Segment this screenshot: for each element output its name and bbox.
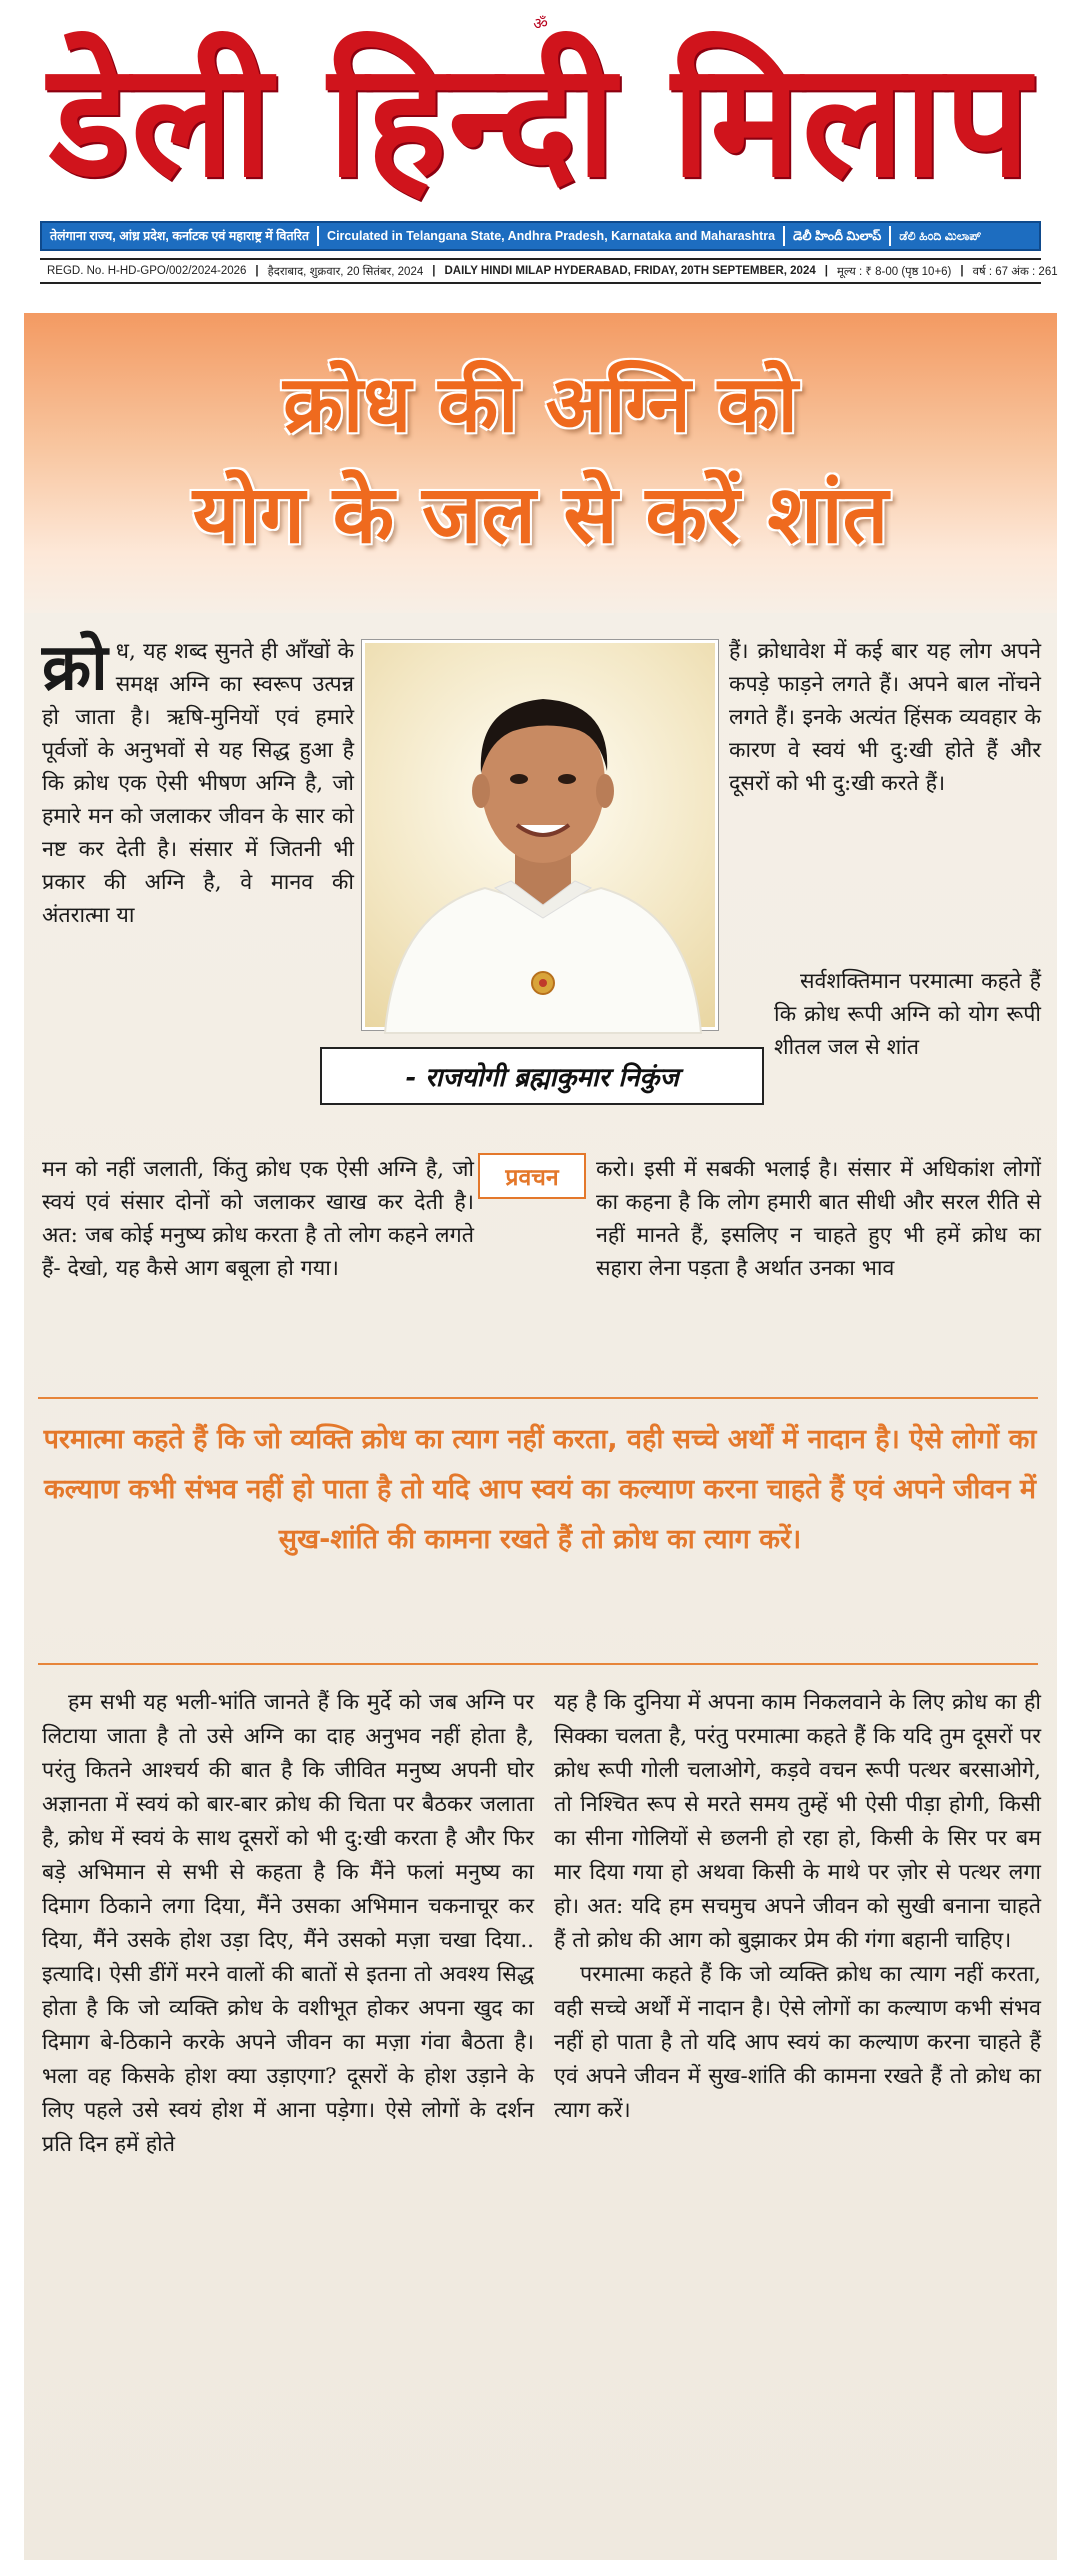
issue-number: वर्ष : 67 अंक : 261 bbox=[972, 265, 1058, 278]
circulation-bar bbox=[40, 221, 1041, 251]
pull-quote: परमात्मा कहते हैं कि जो व्यक्ति क्रोध का त्याग नहीं करता, वही सच्चे अर्थों में नादान है। ऐसे लोगों का कल्याण कभी संभव नहीं हो पाता है तो यदि आप स्वयं का कल्याण करना चाहते हैं एवं अपने जीवन में सुख-शांति की कामना रखते हैं तो क्रोध का त्याग करें। bbox=[43, 1424, 1037, 1555]
circulation-english: Circulated in Telangana State, Andhra Pradesh, Karnataka and Maharashtra bbox=[319, 226, 785, 246]
newspaper-title: डेली हिन्दी मिलाप bbox=[49, 29, 1032, 213]
author-photo bbox=[362, 640, 718, 1030]
masthead bbox=[0, 0, 1081, 300]
dateline: REGD. No. H-HD-GPO/002/2024-2026 | हैदराबाद, शुक्रवार, 20 सितंबर, 2024 | DAILY HINDI MILAP HYDERABAD, FRIDAY, 20TH SEPTEMBER, 2024 | मूल्य : ₹ 8-00 (पृष्ठ 10+6) | वर्ष : 67 अंक : 261 bbox=[40, 258, 1041, 284]
left-column-bottom: मन को नहीं जलाती, किंतु क्रोध एक ऐसी अग्नि है, जो स्वयं एवं संसार दोनों को जलाकर खाख कर देती है। अत: जब कोई मनुष्य क्रोध करता है तो लोग कहने लगते हैं- देखो, यह कैसे आग बबूला हो गया। bbox=[42, 1157, 474, 1281]
date-english: DAILY HINDI MILAP HYDERABAD, FRIDAY, 20TH SEPTEMBER, 2024 bbox=[444, 265, 816, 277]
lower-right-column bbox=[554, 1686, 1041, 2128]
drop-cap: क्रो bbox=[42, 631, 108, 705]
article bbox=[24, 313, 1057, 2560]
lower-left-column: हम सभी यह भली-भांति जानते हैं कि मुर्दे को जब अग्नि पर लिटाया जाता है तो उसे अग्नि का दाह अनुभव नहीं होता है, परंतु कितने आश्चर्य की बात है कि जीवित मनुष्य अपनी घोर अज्ञानता में स्वयं को बार-बार क्रोध की चिता पर बैठकर जलाता है, क्रोध में स्वयं के साथ दूसरों को भी दु:खी करता है और फिर बड़े अभिमान से सभी से कहता है कि मैंने फलां मनुष्य का दिमाग ठिकाने लगा दिया, मैंने उसका अभिमान चकनाचूर कर दिया, मैंने उसके होश उड़ा दिए, मैंने उसको मज़ा चखा दिया.. इत्यादि। ऐसी डींगें मरने वालों की बातों से इतना तो अवश्य सिद्ध होता है कि जो व्यक्ति क्रोध के वशीभूत होकर अपना खुद का दिमाग बे-ठिकाने करके अपने जीवन का मज़ा गंवा बैठता है। भला वह किसके होश क्या उड़ाएगा? दूसरों के होश उड़ाने के लिए पहले उसे स्वयं होश में आना पड़ेगा। ऐसे लोगों के दर्शन प्रति दिन हमें होते bbox=[42, 1690, 534, 2157]
left-column-top bbox=[42, 631, 354, 932]
pravachan-tag: प्रवचन bbox=[478, 1153, 586, 1199]
right-column-mid: सर्वशक्तिमान परमात्मा कहते हैं कि क्रोध रूपी अग्नि को योग रूपी शीतल जल से शांत bbox=[774, 969, 1041, 1060]
portrait-illustration bbox=[365, 643, 721, 1033]
regd-number: REGD. No. H-HD-GPO/002/2024-2026 bbox=[47, 265, 247, 277]
left-column-top-text: ध, यह शब्द सुनते ही आँखों के समक्ष अग्नि का स्वरूप उत्पन्न हो जाता है। ऋषि-मुनियों एवं हमारे पूर्वजों के अनुभवों से यह सिद्ध हुआ है कि क्रोध एक ऐसी भीषण अग्नि है, जो हमारे मन को जलाकर जीवन के सार को नष्ट कर देती है। संसार में जितनी भी प्रकार की अग्नि है, वे मानव की अंतरात्मा या bbox=[42, 639, 354, 928]
lower-right-paragraph-1: यह है कि दुनिया में अपना काम निकलवाने के लिए क्रोध का ही सिक्का चलता है, परंतु परमात्मा कहते हैं कि यदि तुम दूसरों पर क्रोध रूपी गोली चलाओगे, कड़वे वचन रूपी पत्थर बरसाओगे, तो निश्चित रूप से मरते समय तुम्हें भी ऐसी पीड़ा होगी, किसी का सीना गोलियों से छलनी हो रहा हो, किसी के सिर पर बम मार दिया गया हो अथवा किसी के माथे पर ज़ोर से पत्थर लगा हो। अत: यदि हम सचमुच अपने जीवन को सुखी बनाना चाहते हैं तो क्रोध की आग को बुझाकर प्रेम की गंगा बहानी चाहिए। bbox=[554, 1690, 1041, 1953]
om-symbol: ॐ bbox=[533, 14, 548, 33]
right-column-bottom: करो। इसी में सबकी भलाई है। संसार में अधिकांश लोगों का कहना है कि लोग हमारी बात सीधी और सरल रीति से नहीं मानते हैं, इसलिए न चाहते हुए भी हमें क्रोध का सहारा लेना पड़ता है अर्थात उनका भाव bbox=[596, 1157, 1041, 1281]
pullquote-top-rule bbox=[38, 1397, 1038, 1399]
pullquote-bottom-rule bbox=[38, 1663, 1038, 1665]
circulation-kannada: ಡೆಲಿ ಹಿಂದಿ ಮಿಲಾಪ್ bbox=[899, 229, 982, 243]
price: मूल्य : ₹ 8-00 (पृष्ठ 10+6) bbox=[836, 265, 952, 278]
right-column-top: हैं। क्रोधावेश में कई बार यह लोग अपने कपड़े फाड़ने लगते हैं। अपने बाल नोंचने लगते हैं। इनके अत्यंत हिंसक व्यवहार के कारण वे स्वयं भी दु:खी होते हैं और दूसरों को भी दु:खी करते हैं। bbox=[729, 639, 1041, 796]
headline-line-1: क्रोध की अग्नि को bbox=[283, 360, 798, 450]
headline-line-2: योग के जल से करें शांत bbox=[192, 468, 889, 561]
lower-right-paragraph-2: परमात्मा कहते हैं कि जो व्यक्ति क्रोध का त्याग नहीं करता, वही सच्चे अर्थों में नादान है। ऐसे लोगों का कल्याण कभी संभव नहीं हो पाता है तो यदि आप स्वयं का कल्याण करना चाहते हैं एवं अपने जीवन में सुख-शांति की कामना रखते हैं तो क्रोध का त्याग करें। bbox=[554, 1962, 1041, 2123]
date-hindi: हैदराबाद, शुक्रवार, 20 सितंबर, 2024 bbox=[267, 265, 424, 278]
circulation-hindi: तेलंगाना राज्य, आंध्र प्रदेश, कर्नाटक एवं महाराष्ट्र में वितरित bbox=[42, 226, 319, 246]
circulation-telugu: డెలీ హిందీ మిలాప్ bbox=[785, 226, 891, 246]
photo-caption: - राजयोगी ब्रह्माकुमार निकुंज bbox=[320, 1047, 764, 1105]
